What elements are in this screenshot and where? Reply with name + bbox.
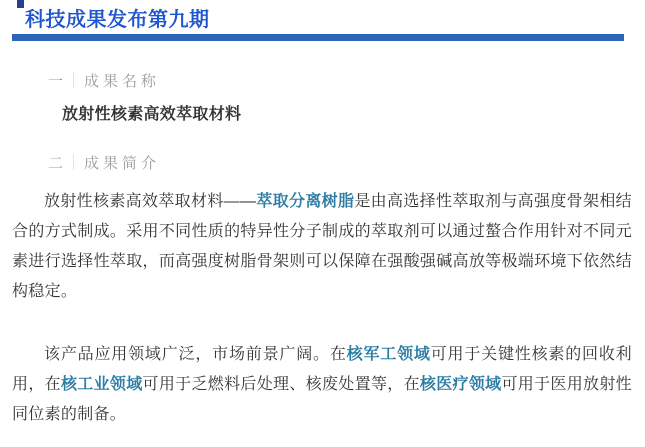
section-header-name [48, 70, 632, 90]
achievement-name: 放射性核素高效萃取材料 [62, 106, 242, 123]
body-text: 可用于关键性核素的回收利用，在 [12, 346, 632, 393]
emphasized-term: 萃取分离树脂 [256, 193, 355, 210]
application-paragraph [12, 340, 632, 430]
section-number: 二 [48, 154, 64, 172]
page-title: 科技成果发布第九期 [25, 9, 210, 31]
document-body [0, 41, 645, 430]
body-text: 可用于乏燃料后处理、核废处置等，在 [142, 376, 420, 393]
title-underline-rule [12, 34, 624, 41]
section-divider [73, 72, 74, 88]
emphasized-term: 核医疗领域 [419, 376, 502, 393]
body-text: 放射性核素高效萃取材料—— [44, 193, 257, 210]
corner-accent-square [17, 0, 24, 8]
body-text: 是由高选择性萃取剂与高强度骨架相结合的方式制成。采用不同性质的特异性分子制成的萃取剂可以通过螯合作用针对不同元素进行选择性萃取，而高强度树脂骨架则可以保障在强酸强碱高放等极端环境下依然结构稳定。 [12, 193, 632, 300]
emphasized-term: 核军工领域 [346, 346, 431, 363]
section-label: 成果名称 [84, 72, 161, 90]
section-label: 成果简介 [84, 154, 161, 172]
section-header-intro [48, 152, 632, 172]
body-text: 可用于医用放射性同位素的制备。 [12, 376, 632, 423]
section-divider [73, 154, 74, 170]
intro-paragraph [12, 187, 632, 307]
section-number: 一 [48, 72, 64, 90]
body-text: 该产品应用领域广泛，市场前景广阔。在 [44, 346, 347, 363]
emphasized-term: 核工业领域 [60, 376, 143, 393]
